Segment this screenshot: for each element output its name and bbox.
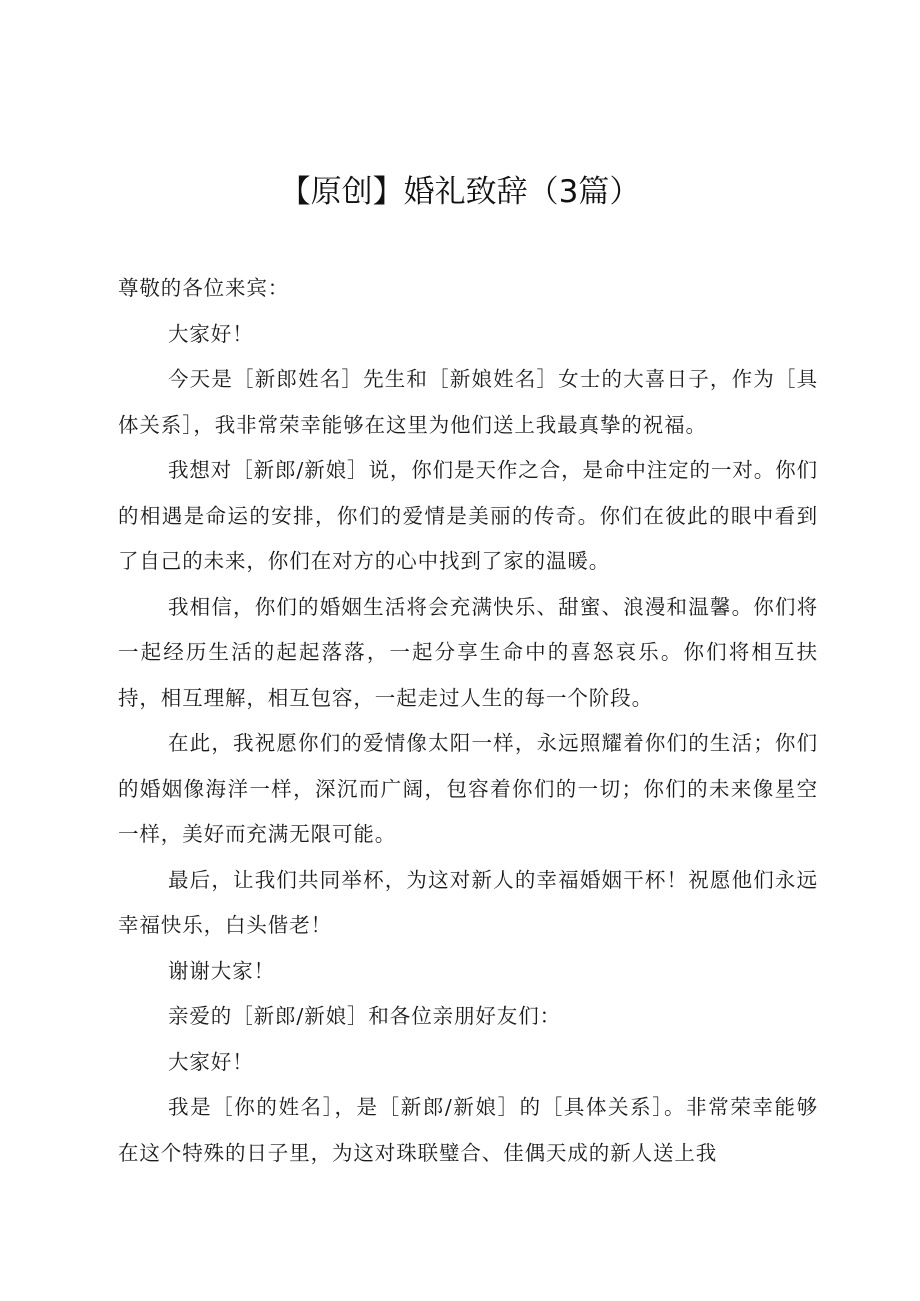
- document-title: 【原创】婚礼致辞（3篇）: [279, 174, 641, 210]
- paragraph-toast: 最后，让我们共同举杯，为这对新人的幸福婚姻干杯！祝愿他们永远幸福快乐，白头偕老！: [118, 867, 818, 937]
- paragraph-salutation: 尊敬的各位来宾：: [118, 276, 290, 300]
- document-body: [118, 266, 818, 1176]
- paragraph-wishes: 在此，我祝愿你们的爱情像太阳一样，永远照耀着你们的生活；你们的婚姻像海洋一样，深沉而广阔，包容着你们的一切；你们的未来像星空一样，美好而充满无限可能。: [118, 731, 818, 846]
- paragraph-thanks: 谢谢大家！: [168, 958, 275, 983]
- paragraph-introduction: 今天是［新郎姓名］先生和［新娘姓名］女士的大喜日子，作为［具体关系］，我非常荣幸能够在这里为他们送上我最真挚的祝福。: [118, 367, 818, 437]
- paragraph-destined-couple: 我想对［新郎/新娘］说，你们是天作之合，是命中注定的一对。你们的相遇是命运的安排，你们的爱情是美丽的传奇。你们在彼此的眼中看到了自己的未来，你们在对方的心中找到了家的温暖。: [118, 458, 818, 573]
- paragraph-second-salutation: 亲爱的［新郎/新娘］和各位亲朋好友们：: [168, 1004, 562, 1028]
- paragraph-self-introduction: 我是［你的姓名］，是［新郎/新娘］的［具体关系］。非常荣幸能够在这个特殊的日子里，为这对珠联璧合、佳偶天成的新人送上我: [118, 1095, 818, 1165]
- paragraph-greeting: 大家好！: [168, 321, 254, 346]
- paragraph-second-greeting: 大家好！: [168, 1049, 254, 1074]
- paragraph-married-life: 我相信，你们的婚姻生活将会充满快乐、甜蜜、浪漫和温馨。你们将一起经历生活的起起落落，一起分享生命中的喜怒哀乐。你们将相互扶持，相互理解，相互包容，一起走过人生的每一个阶段。: [118, 594, 818, 710]
